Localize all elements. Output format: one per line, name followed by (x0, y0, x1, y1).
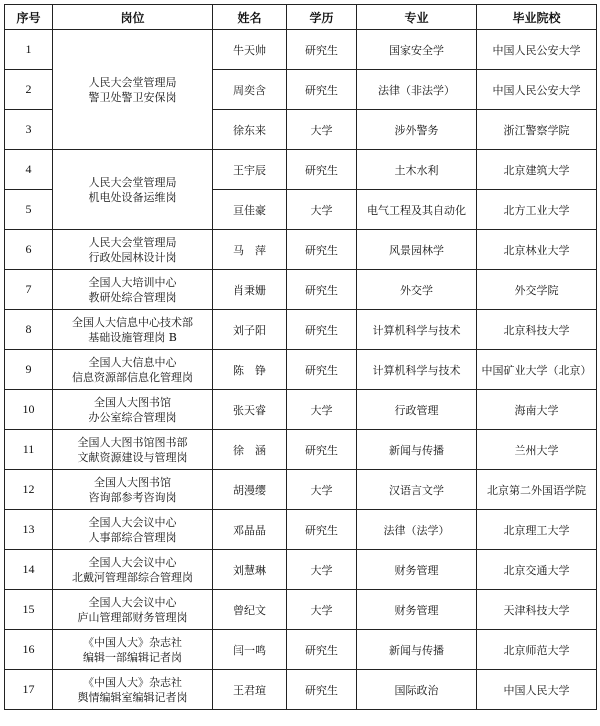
school-cell: 外交学院 (477, 270, 597, 310)
position-cell (53, 630, 213, 670)
school-cell: 北方工业大学 (477, 190, 597, 230)
name-cell: 周奕含 (213, 70, 287, 110)
position-cell (53, 510, 213, 550)
position-line-2: 行政处园林设计岗 (88, 250, 177, 264)
school-cell: 北京第二外国语学院 (477, 470, 597, 510)
name-cell: 张天睿 (213, 390, 287, 430)
major-cell: 法律（法学） (357, 510, 477, 550)
school-cell: 北京建筑大学 (477, 150, 597, 190)
header-school: 毕业院校 (477, 5, 597, 30)
header-name: 姓名 (213, 5, 287, 30)
seq-cell: 9 (5, 350, 53, 390)
name-cell: 邓晶晶 (213, 510, 287, 550)
school-cell: 兰州大学 (477, 430, 597, 470)
major-cell: 汉语言文学 (357, 470, 477, 510)
name-cell: 曾纪文 (213, 590, 287, 630)
school-cell: 中国矿业大学（北京） (477, 350, 597, 390)
name-cell: 王宇辰 (213, 150, 287, 190)
position-line-2: 机电处设备运维岗 (88, 190, 177, 204)
major-cell: 行政管理 (357, 390, 477, 430)
position-cell (53, 670, 213, 710)
position-cell (53, 230, 213, 270)
education-cell: 研究生 (287, 270, 357, 310)
position-line-1: 《中国人大》杂志社 (83, 635, 182, 649)
major-cell: 风景园林学 (357, 230, 477, 270)
position-line-1: 全国人大图书馆图书部 (77, 435, 188, 449)
seq-cell: 1 (5, 30, 53, 70)
position-cell (53, 390, 213, 430)
seq-cell: 3 (5, 110, 53, 150)
major-cell: 计算机科学与技术 (357, 310, 477, 350)
name-cell: 马 萍 (213, 230, 287, 270)
position-cell (53, 270, 213, 310)
name-cell: 刘子阳 (213, 310, 287, 350)
position-line-1: 全国人大图书馆 (94, 475, 171, 489)
school-cell: 北京理工大学 (477, 510, 597, 550)
header-row (5, 5, 597, 30)
education-cell: 大学 (287, 110, 357, 150)
header-seq: 序号 (5, 5, 53, 30)
position-line-2: 庐山管理部财务管理岗 (77, 610, 188, 624)
position-line-1: 全国人大会议中心 (88, 555, 177, 569)
position-cell (53, 550, 213, 590)
school-cell: 中国人民大学 (477, 670, 597, 710)
seq-cell: 14 (5, 550, 53, 590)
name-cell: 亘佳豪 (213, 190, 287, 230)
position-line-2: 文献资源建设与管理岗 (77, 450, 188, 464)
table-row (5, 350, 597, 390)
table-row (5, 430, 597, 470)
table-row (5, 30, 597, 70)
major-cell: 涉外警务 (357, 110, 477, 150)
table-row (5, 670, 597, 710)
position-line-2: 信息资源部信息化管理岗 (72, 370, 193, 384)
table-row (5, 230, 597, 270)
position-line-1: 《中国人大》杂志社 (83, 675, 182, 689)
position-line-2: 人事部综合管理岗 (88, 530, 177, 544)
school-cell: 中国人民公安大学 (477, 70, 597, 110)
major-cell: 新闻与传播 (357, 430, 477, 470)
name-cell: 闫一鸣 (213, 630, 287, 670)
education-cell: 研究生 (287, 310, 357, 350)
education-cell: 大学 (287, 190, 357, 230)
name-cell: 胡漫缨 (213, 470, 287, 510)
position-line-1: 全国人大培训中心 (88, 275, 177, 289)
position-line-1: 全国人大图书馆 (94, 395, 171, 409)
position-line-1: 全国人大信息中心技术部 (72, 315, 193, 329)
education-cell: 研究生 (287, 670, 357, 710)
major-cell: 法律（非法学） (357, 70, 477, 110)
major-cell: 财务管理 (357, 550, 477, 590)
table-row (5, 510, 597, 550)
major-cell: 电气工程及其自动化 (357, 190, 477, 230)
seq-cell: 8 (5, 310, 53, 350)
school-cell: 天津科技大学 (477, 590, 597, 630)
school-cell: 北京师范大学 (477, 630, 597, 670)
name-cell: 陈 铮 (213, 350, 287, 390)
seq-cell: 12 (5, 470, 53, 510)
table-row (5, 590, 597, 630)
school-cell: 北京科技大学 (477, 310, 597, 350)
education-cell: 大学 (287, 590, 357, 630)
education-cell: 研究生 (287, 150, 357, 190)
school-cell: 浙江警察学院 (477, 110, 597, 150)
seq-cell: 10 (5, 390, 53, 430)
table-row (5, 150, 597, 190)
school-cell: 北京林业大学 (477, 230, 597, 270)
position-line-1: 人民大会堂管理局 (88, 235, 177, 249)
major-cell: 财务管理 (357, 590, 477, 630)
name-cell: 肖秉姗 (213, 270, 287, 310)
position-line-2: 教研处综合管理岗 (88, 290, 177, 304)
position-cell (53, 350, 213, 390)
seq-cell: 2 (5, 70, 53, 110)
education-cell: 研究生 (287, 630, 357, 670)
position-cell (53, 150, 213, 230)
header-major: 专业 (357, 5, 477, 30)
name-cell: 王君瑄 (213, 670, 287, 710)
header-position: 岗位 (53, 5, 213, 30)
position-line-2: 办公室综合管理岗 (88, 410, 177, 424)
seq-cell: 17 (5, 670, 53, 710)
position-cell (53, 590, 213, 630)
position-line-2: 咨询部参考咨询岗 (88, 490, 177, 504)
seq-cell: 16 (5, 630, 53, 670)
position-line-1: 全国人大会议中心 (88, 595, 177, 609)
table-row (5, 630, 597, 670)
seq-cell: 5 (5, 190, 53, 230)
name-cell: 牛天帅 (213, 30, 287, 70)
school-cell: 北京交通大学 (477, 550, 597, 590)
seq-cell: 15 (5, 590, 53, 630)
position-line-2: 编辑一部编辑记者岗 (83, 650, 182, 664)
education-cell: 研究生 (287, 510, 357, 550)
education-cell: 研究生 (287, 30, 357, 70)
position-line-1: 全国人大会议中心 (88, 515, 177, 529)
position-line-2: 舆情编辑室编辑记者岗 (77, 690, 188, 704)
seq-cell: 11 (5, 430, 53, 470)
seq-cell: 4 (5, 150, 53, 190)
table-row (5, 390, 597, 430)
education-cell: 研究生 (287, 230, 357, 270)
name-cell: 刘慧琳 (213, 550, 287, 590)
education-cell: 研究生 (287, 350, 357, 390)
personnel-table (4, 4, 597, 710)
education-cell: 研究生 (287, 430, 357, 470)
position-line-2: 基础设施管理岗 B (88, 330, 177, 344)
table-row (5, 550, 597, 590)
major-cell: 计算机科学与技术 (357, 350, 477, 390)
table-row (5, 270, 597, 310)
position-line-2: 北戴河管理部综合管理岗 (72, 570, 193, 584)
school-cell: 中国人民公安大学 (477, 30, 597, 70)
school-cell: 海南大学 (477, 390, 597, 430)
major-cell: 国际政治 (357, 670, 477, 710)
header-education: 学历 (287, 5, 357, 30)
position-line-2: 警卫处警卫安保岗 (88, 90, 177, 104)
seq-cell: 7 (5, 270, 53, 310)
table-row (5, 310, 597, 350)
education-cell: 研究生 (287, 70, 357, 110)
education-cell: 大学 (287, 390, 357, 430)
position-cell (53, 30, 213, 150)
education-cell: 大学 (287, 470, 357, 510)
major-cell: 新闻与传播 (357, 630, 477, 670)
major-cell: 土木水利 (357, 150, 477, 190)
position-line-1: 人民大会堂管理局 (88, 175, 177, 189)
major-cell: 外交学 (357, 270, 477, 310)
major-cell: 国家安全学 (357, 30, 477, 70)
position-cell (53, 470, 213, 510)
position-cell (53, 430, 213, 470)
table-row (5, 470, 597, 510)
position-line-1: 人民大会堂管理局 (88, 75, 177, 89)
name-cell: 徐 涵 (213, 430, 287, 470)
education-cell: 大学 (287, 550, 357, 590)
position-line-1: 全国人大信息中心 (88, 355, 177, 369)
seq-cell: 6 (5, 230, 53, 270)
position-cell (53, 310, 213, 350)
name-cell: 徐东来 (213, 110, 287, 150)
seq-cell: 13 (5, 510, 53, 550)
